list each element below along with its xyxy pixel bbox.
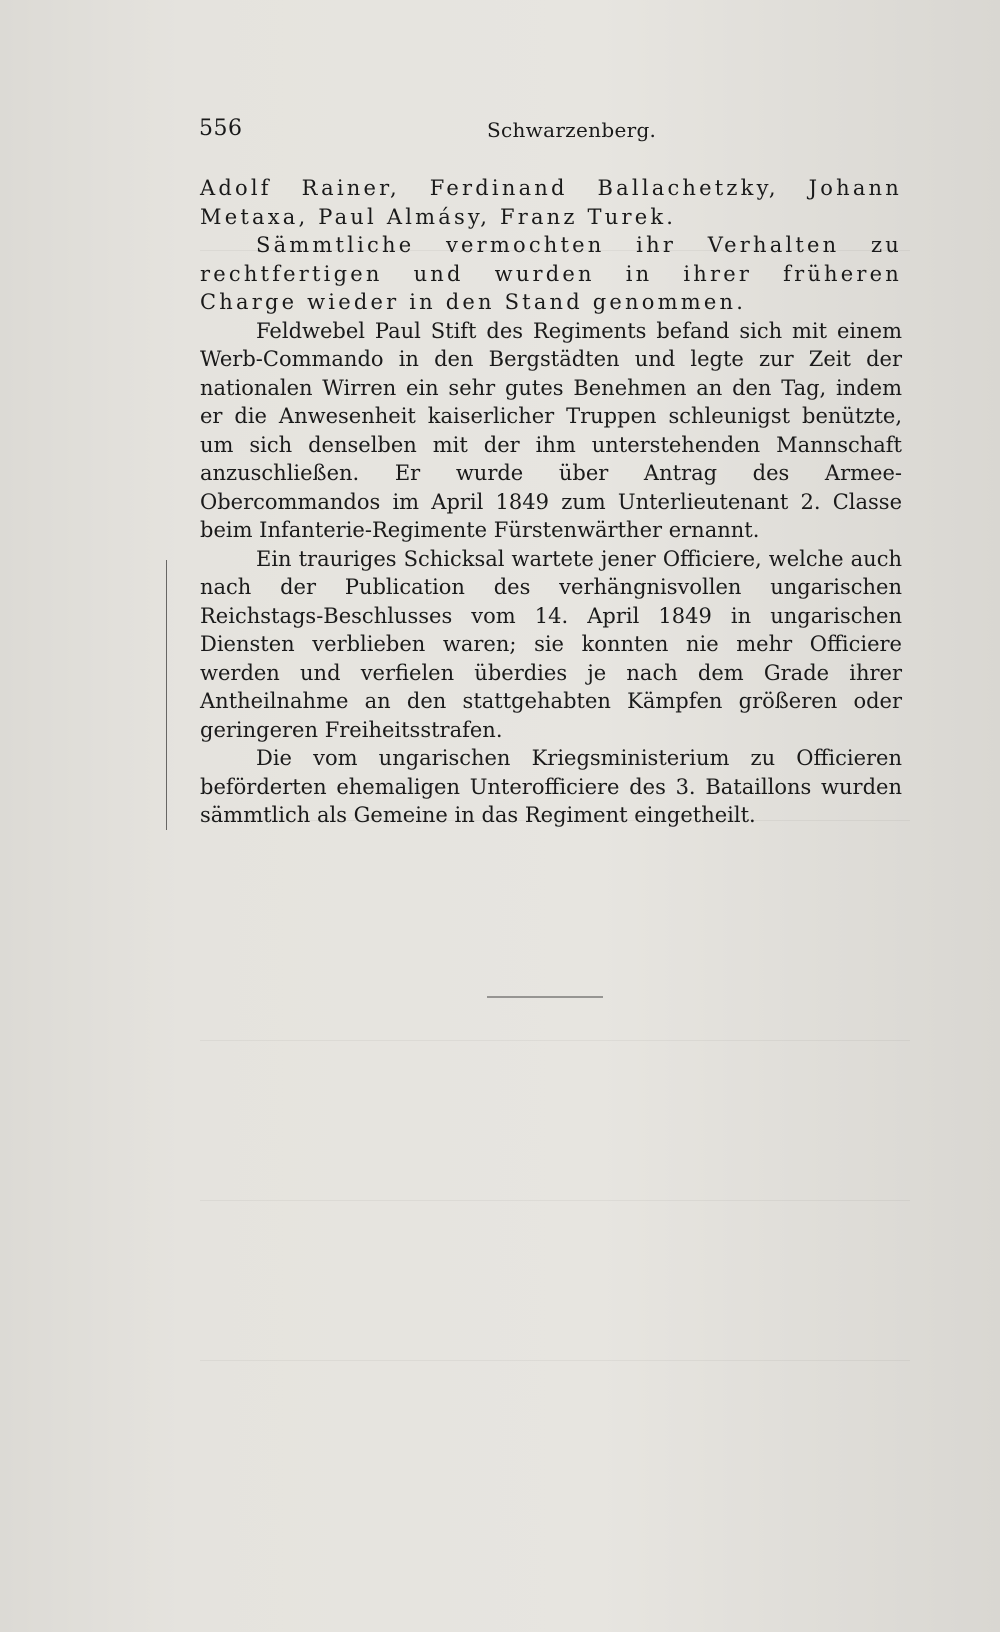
paragraph-names-list: Adolf Rainer, Ferdinand Ballachetzky, Johann Metaxa, Paul Almásy, Franz Turek. — [200, 176, 902, 229]
body-text — [200, 174, 902, 830]
paragraph-officers-fate: Ein trauriges Schicksal wartete jener Officiere, welche auch nach der Publication des verhängnisvollen ungarischen Reichstags-Beschlusses vom 14. April 1849 in ungarischen Diensten verblieben waren; sie konnten nie mehr Officiere werden und verfielen überdies je nach dem Grade ihrer Antheilnahme an den stattgehabten Kämpfen größeren oder geringeren Freiheitsstrafen. — [200, 546, 902, 742]
running-title: Schwarzenberg. — [487, 118, 657, 142]
bleed-through-line — [200, 1360, 910, 1361]
margin-pencil-mark — [166, 560, 167, 830]
paragraph-feldwebel-stift: Feldwebel Paul Stift des Regiments befand sich mit einem Werb-Commando in den Bergstädten und legte zur Zeit der nationalen Wirren ein sehr gutes Benehmen an den Tag, indem er die Anwesenheit kaiserlicher Truppen schleunigst benützte, um sich denselben mit der ihm unterstehenden Mannschaft anzuschließen. Er wurde über Antrag des Armee-Obercommandos im April 1849 zum Unterlieutenant 2. Classe beim Infanterie-Regimente Fürstenwärther ernannt. — [200, 318, 902, 542]
bleed-through-line — [200, 1200, 910, 1201]
paragraph-justification: Sämmtliche vermochten ihr Verhalten zu rechtfertigen und wurden in ihrer früheren Charge wieder in den Stand genommen. — [200, 233, 902, 314]
section-divider-rule — [487, 996, 603, 998]
page-number: 556 — [199, 116, 243, 141]
paragraph-bataillon: Die vom ungarischen Kriegsministerium zu Officieren beförderten ehemaligen Unterofficiere des 3. Bataillons wurden sämmtlich als Gemeine in das Regiment eingetheilt. — [200, 746, 902, 827]
bleed-through-line — [200, 1040, 910, 1041]
